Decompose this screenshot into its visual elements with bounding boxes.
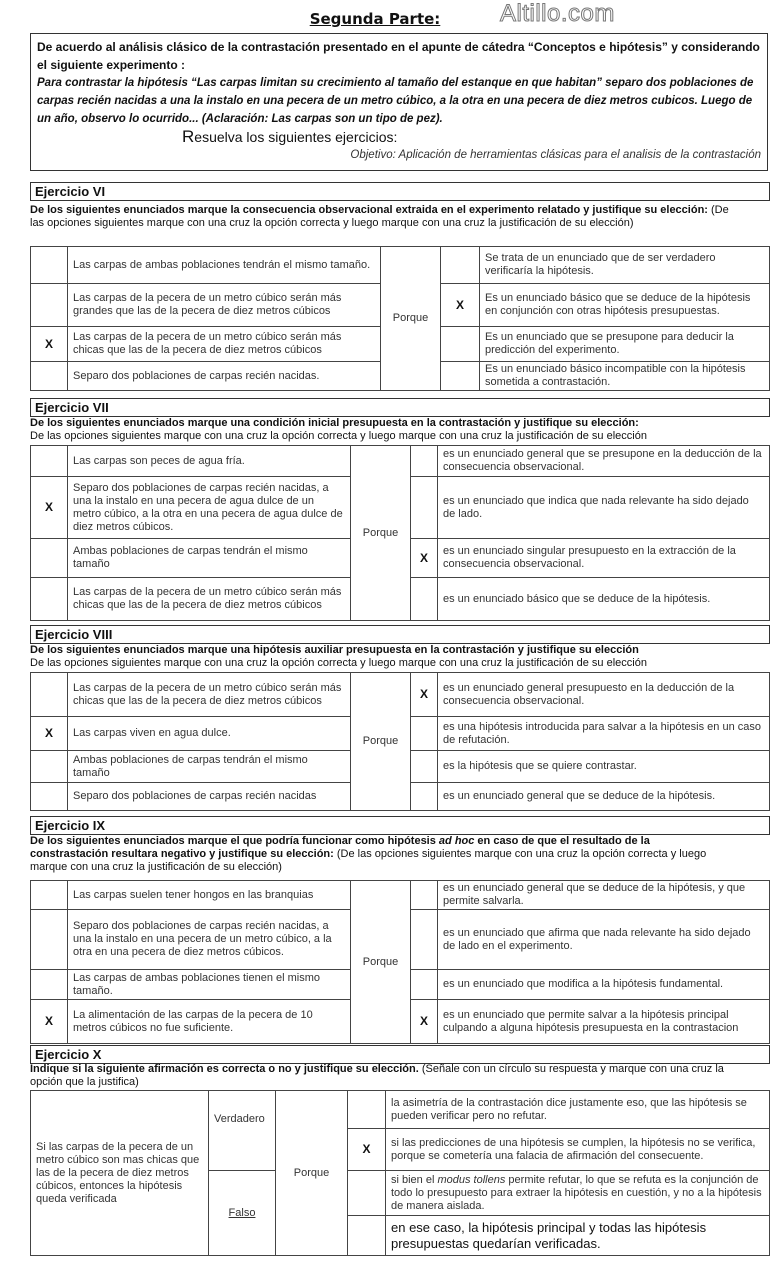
option-mark[interactable]: X: [31, 477, 68, 539]
ej8-desc-bold: De los siguientes enunciados marque una hipótesis auxiliar presupuesta en la contrastación y justifique su elección: [30, 644, 639, 656]
option-text: Las carpas de ambas poblaciones tienen el mismo tamaño.: [68, 970, 351, 1000]
ej8-table: [30, 672, 770, 811]
resolve-heading: [182, 128, 761, 146]
justification-text: es un enunciado que indica que nada relevante ha sido dejado de lado.: [438, 477, 770, 539]
ej10-desc-normal: (Señale con un círculo su respuesta y marque con una cruz la opción que la justifica): [30, 1063, 724, 1088]
justification-mark[interactable]: [348, 1091, 386, 1129]
intro-text: De acuerdo al análisis clásico de la contrastación presentado en el apunte de cátedra “Conceptos e hipótesis” y considerando el siguiente experimento :: [37, 40, 760, 72]
justification-mark[interactable]: X: [441, 284, 480, 327]
porque-label: Porque: [276, 1091, 348, 1256]
option-text: Separo dos poblaciones de carpas recién nacidas, a una la instalo en una pecera de un metro cúbico, a la otra en una pecera de diez metros cúbicos.: [68, 910, 351, 970]
option-mark[interactable]: X: [31, 1000, 68, 1044]
porque-label: Porque: [381, 247, 441, 391]
justification-mark[interactable]: [348, 1216, 386, 1256]
option-text: Las carpas de ambas poblaciones tendrán el mismo tamaño.: [68, 247, 381, 284]
option-mark[interactable]: [31, 362, 68, 391]
justification-mark[interactable]: [411, 970, 438, 1000]
justification-text: si las predicciones de una hipótesis se cumplen, la hipótesis no se verifica, porque se cometería una falacia de afirmación del consecuente.: [386, 1129, 770, 1171]
resolve-initial: R: [182, 127, 195, 146]
option-text: Ambas poblaciones de carpas tendrán el mismo tamaño: [68, 751, 351, 783]
intro-box: [30, 33, 768, 171]
option-mark[interactable]: [31, 284, 68, 327]
option-mark[interactable]: [31, 673, 68, 717]
ej9-desc-normal: (De las opciones siguientes marque con una cruz la opción correcta y luego marque con una cruz la justificación de su elección): [30, 848, 707, 873]
option-mark[interactable]: X: [31, 327, 68, 362]
option-mark[interactable]: X: [31, 717, 68, 751]
option-text: Separo dos poblaciones de carpas recién nacidas: [68, 783, 351, 811]
ej10-desc-bold: Indique si la siguiente afirmación es correcta o no y justifique su elección.: [30, 1063, 419, 1075]
justification-mark[interactable]: [411, 881, 438, 910]
table-row: [31, 881, 770, 910]
justification-mark[interactable]: [411, 717, 438, 751]
justification-text: es la hipótesis que se quiere contrastar.: [438, 751, 770, 783]
justification-text: es un enunciado que modifica a la hipótesis fundamental.: [438, 970, 770, 1000]
option-mark[interactable]: [31, 783, 68, 811]
ej6-description: [30, 204, 730, 230]
justification-mark[interactable]: [348, 1171, 386, 1216]
justification-text: Es un enunciado que se presupone para deducir la predicción del experimento.: [480, 327, 770, 362]
ej9-desc-italic: ad hoc: [438, 835, 475, 847]
justification-mark[interactable]: [411, 751, 438, 783]
justification-text: Se trata de un enunciado que de ser verdadero verificaría la hipótesis.: [480, 247, 770, 284]
porque-label: Porque: [351, 446, 411, 621]
ej9-desc-bold2: en caso de que el resultado de la constrastación resultara negativo y justifique su elección:: [30, 835, 650, 860]
option-mark[interactable]: [31, 751, 68, 783]
ej6-table: [30, 246, 770, 391]
justification-text: es un enunciado básico que se deduce de la hipótesis.: [438, 578, 770, 621]
ej7-header: Ejercicio VII: [30, 398, 770, 417]
option-text: Las carpas viven en agua dulce.: [68, 717, 351, 751]
option-text: Ambas poblaciones de carpas tendrán el mismo tamaño: [68, 539, 351, 578]
option-text: Las carpas suelen tener hongos en las branquias: [68, 881, 351, 910]
option-mark[interactable]: [31, 446, 68, 477]
option-falso[interactable]: Falso: [228, 1206, 256, 1219]
ej9-header: Ejercicio IX: [30, 816, 770, 835]
option-mark[interactable]: [31, 539, 68, 578]
justification-text: [386, 1171, 770, 1216]
ej10-description: [30, 1063, 730, 1089]
ej9-table: [30, 880, 770, 1044]
justification-mark[interactable]: X: [411, 1000, 438, 1044]
experiment-text: Para contrastar la hipótesis “Las carpas limitan su crecimiento al tamaño del estanque en que habitan” separo dos poblaciones de carpas recién nacidas a una la instalo en una pecera de un metro cúbico, a la otra en una pecera de diez metros cubicos. Luego de un año, observo lo ocurrido... (Aclaración: Las carpas son un tipo de pez).: [37, 77, 754, 125]
ej8-desc-normal: De las opciones siguientes marque con una cruz la opción correcta y luego marque con una cruz la justificación de su elección: [30, 657, 647, 669]
justification-text: es un enunciado singular presupuesto en la extracción de la consecuencia observacional.: [438, 539, 770, 578]
table-row: [31, 446, 770, 477]
option-mark[interactable]: [31, 578, 68, 621]
ej8-header: Ejercicio VIII: [30, 625, 770, 644]
j3-italic: modus tollens: [437, 1173, 506, 1186]
justification-text: es un enunciado que permite salvar a la hipótesis principal culpando a alguna hipótesis presupuesta en la contrastacion: [438, 1000, 770, 1044]
justification-mark[interactable]: [411, 910, 438, 970]
objective-text: Objetivo: Aplicación de herramientas clásicas para el analisis de la contrastación: [350, 149, 761, 161]
justification-mark[interactable]: [411, 477, 438, 539]
ej7-desc-bold: De los siguientes enunciados marque una condición inicial presupuesta en la contrastación y justifique su elección:: [30, 417, 639, 429]
ej10-table: [30, 1090, 770, 1256]
justification-text: es un enunciado que afirma que nada relevante ha sido dejado de lado en el experimento.: [438, 910, 770, 970]
ej7-table: [30, 445, 770, 621]
resolve-rest: esuelva los siguientes ejercicios:: [194, 129, 398, 145]
option-text: Separo dos poblaciones de carpas recién nacidas.: [68, 362, 381, 391]
ej9-desc-bold: De los siguientes enunciados marque el que podría funcionar como hipótesis: [30, 835, 439, 847]
option-mark[interactable]: [31, 910, 68, 970]
porque-label: Porque: [351, 673, 411, 811]
ej6-header: Ejercicio VI: [30, 182, 770, 201]
justification-text: es un enunciado general que se deduce de la hipótesis.: [438, 783, 770, 811]
option-text: Las carpas de la pecera de un metro cúbico serán más chicas que las de la pecera de diez metros cúbicos: [68, 673, 351, 717]
ej7-desc-normal: De las opciones siguientes marque con una cruz la opción correcta y luego marque con una cruz la justificación de su elección: [30, 430, 647, 442]
justification-text: es un enunciado general que se presupone en la deducción de la consecuencia observacional.: [438, 446, 770, 477]
ej9-description: [30, 835, 720, 874]
justification-mark[interactable]: X: [348, 1129, 386, 1171]
justification-mark[interactable]: X: [411, 539, 438, 578]
table-row: [31, 673, 770, 717]
justification-mark[interactable]: [411, 578, 438, 621]
j3-pre: si bien el: [391, 1173, 438, 1186]
ej8-description: [30, 644, 770, 670]
porque-label: Porque: [351, 881, 411, 1044]
option-mark[interactable]: [31, 970, 68, 1000]
altillo-logo: Altillo.com: [500, 0, 615, 27]
justification-mark[interactable]: [441, 362, 480, 391]
page-title: Segunda Parte:: [309, 10, 441, 28]
ej10-statement: Si las carpas de la pecera de un metro cúbico son mas chicas que las de la pecera de diez metros cúbicos, entonces la hipótesis queda verificada: [31, 1091, 209, 1256]
ej7-description: [30, 417, 770, 443]
option-text: Las carpas de la pecera de un metro cúbico serán más grandes que las de la pecera de diez metros cúbicos: [68, 284, 381, 327]
justification-mark[interactable]: X: [411, 673, 438, 717]
option-text: La alimentación de las carpas de la pecera de 10 metros cúbicos no fue suficiente.: [68, 1000, 351, 1044]
justification-mark[interactable]: [411, 446, 438, 477]
justification-text: en ese caso, la hipótesis principal y todas las hipótesis presupuestas quedarían verificadas.: [386, 1216, 770, 1256]
j3-post: permite refutar, lo que se refuta es la conjunción de todo lo presupuesto para extraer la hipótesis en cuestión, y no a la hipótesis de manera aislada.: [391, 1173, 762, 1212]
justification-text: Es un enunciado básico incompatible con la hipótesis sometida a contrastación.: [480, 362, 770, 391]
justification-mark[interactable]: [441, 327, 480, 362]
option-text: Las carpas de la pecera de un metro cúbico serán más chicas que las de la pecera de diez metros cúbicos: [68, 327, 381, 362]
ej6-desc-bold: De los siguientes enunciados marque la consecuencia observacional extraida en el experimento relatado y justifique su elección:: [30, 204, 708, 216]
justification-mark[interactable]: [411, 783, 438, 811]
ej10-header: Ejercicio X: [30, 1045, 770, 1064]
option-text: Separo dos poblaciones de carpas recién nacidas, a una la instalo en una pecera de agua dulce de un metro cúbico, a la otra en una pecera de agua dulce de diez metros cúbicos.: [68, 477, 351, 539]
option-text: Las carpas de la pecera de un metro cúbico serán más chicas que las de la pecera de diez metros cúbicos: [68, 578, 351, 621]
ej6-desc-normal: (De las opciones siguientes marque con una cruz la opción correcta y luego marque con una cruz la justificación de su elección): [30, 204, 729, 229]
option-mark[interactable]: [31, 247, 68, 284]
justification-text: la asimetría de la contrastación dice justamente eso, que las hipótesis se pueden verificar pero no refutar.: [386, 1091, 770, 1129]
table-row: [31, 247, 770, 284]
option-mark[interactable]: [31, 881, 68, 910]
justification-mark[interactable]: [441, 247, 480, 284]
justification-text: Es un enunciado básico que se deduce de la hipótesis en conjunción con otras hipótesis presupuestas.: [480, 284, 770, 327]
justification-text: es un enunciado general presupuesto en la deducción de la consecuencia observacional.: [438, 673, 770, 717]
option-verdadero[interactable]: Verdadero: [209, 1091, 276, 1171]
justification-text: es un enunciado general que se deduce de la hipótesis, y que permite salvarla.: [438, 881, 770, 910]
option-text: Las carpas son peces de agua fría.: [68, 446, 351, 477]
justification-text: es una hipótesis introducida para salvar a la hipótesis en un caso de refutación.: [438, 717, 770, 751]
